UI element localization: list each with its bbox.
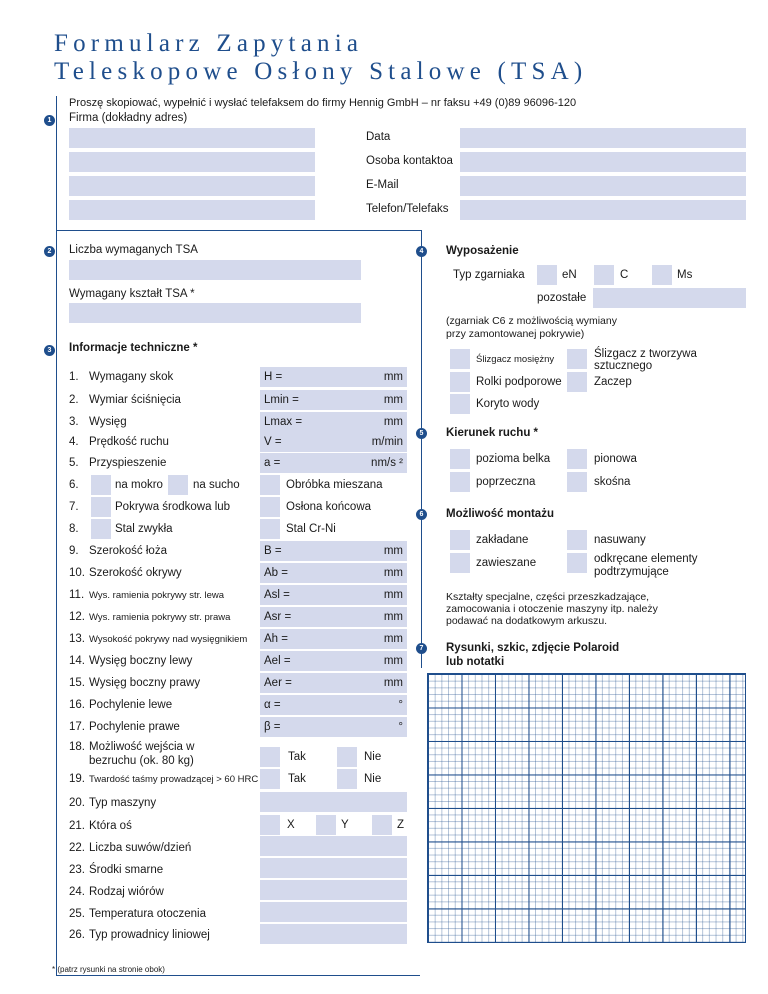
- slant-label: skośna: [594, 476, 631, 488]
- walk-yes-label: Tak: [288, 751, 306, 763]
- drawings-title-2: lub notatki: [446, 656, 505, 668]
- tech-row-unit: mm: [383, 545, 403, 557]
- wiper-en-label: eN: [562, 269, 577, 281]
- drawings-title-1: Rysunki, szkic, zdjęcie Polaroid: [446, 642, 620, 654]
- tech-row-symbol: Asr =: [264, 611, 292, 623]
- vertical-label: pionowa: [594, 453, 637, 465]
- tsa-shape-label: Wymagany kształt TSA *: [69, 288, 195, 300]
- crni-checkbox[interactable]: [260, 519, 280, 539]
- tech-row-number: 2.: [69, 394, 79, 406]
- cross-checkbox[interactable]: [450, 472, 470, 492]
- tech-row-symbol: Ael =: [264, 655, 291, 667]
- tech-row-symbol: H =: [264, 371, 283, 383]
- axis-z-checkbox[interactable]: [372, 815, 392, 835]
- row-22-number: 22.: [69, 842, 85, 854]
- tech-row-unit: mm: [383, 416, 403, 428]
- tech-row-symbol: Lmin =: [264, 394, 299, 406]
- tech-row-number: 13.: [69, 633, 85, 645]
- tech-row-symbol: α =: [264, 699, 281, 711]
- unscrew-checkbox[interactable]: [567, 553, 587, 573]
- row-7-number: 7.: [69, 501, 79, 513]
- unscrew-label-2: podtrzymujące: [594, 566, 669, 578]
- wiper-other-field[interactable]: [593, 288, 746, 308]
- trough-label: Koryto wody: [476, 398, 540, 410]
- plastic-slider-checkbox[interactable]: [567, 349, 587, 369]
- wet-label: na mokro: [115, 479, 163, 491]
- guide-type-label: Typ prowadnicy liniowej: [89, 929, 210, 941]
- axis-label: Która oś: [89, 820, 132, 832]
- wiper-note-2: przy zamontowanej pokrywie): [446, 328, 585, 340]
- mounting-title: Możliwość montażu: [446, 508, 554, 520]
- tech-row-label: Prędkość ruchu: [89, 436, 169, 448]
- axis-x-label: X: [287, 819, 295, 831]
- tech-row-symbol: a =: [264, 457, 281, 469]
- phone-label: Telefon/Telefaks: [366, 203, 449, 215]
- section-6-badge: 6: [416, 509, 427, 520]
- footnote: * (patrz rysunki na stronie obok): [52, 965, 165, 974]
- tech-row-label: Wysięg boczny lewy: [89, 655, 193, 667]
- wiper-type-label: Typ zgarniaka: [453, 269, 525, 281]
- mixed-checkbox[interactable]: [260, 475, 280, 495]
- machine-type-field[interactable]: [260, 792, 407, 812]
- row-19-label: Twardość taśmy prowadzącej > 60 HRC: [89, 774, 259, 785]
- section-3-badge: 3: [44, 345, 55, 356]
- axis-z-label: Z: [397, 819, 405, 831]
- row-26-number: 26.: [69, 929, 85, 941]
- section-7-badge: 7: [416, 643, 427, 654]
- end-cover-label: Osłona końcowa: [286, 501, 372, 513]
- frame-mid-line: [421, 230, 422, 668]
- strokes-label: Liczba suwów/dzień: [89, 842, 192, 854]
- tech-row-label: Wymiar ściśnięcia: [89, 394, 181, 406]
- tech-row-unit: mm: [383, 589, 403, 601]
- mixed-label: Obróbka mieszana: [286, 479, 383, 491]
- row-24-number: 24.: [69, 886, 85, 898]
- cross-label: poprzeczna: [476, 476, 536, 488]
- date-field[interactable]: [460, 128, 746, 148]
- tech-row-symbol: B =: [264, 545, 282, 557]
- plastic-slider-label-2: sztucznego: [594, 360, 653, 372]
- frame-left-line: [56, 96, 57, 976]
- temperature-field[interactable]: [260, 902, 407, 922]
- section-4-badge: 4: [416, 246, 427, 257]
- wiper-ms-label: Ms: [677, 269, 693, 281]
- row-19-number: 19.: [69, 773, 85, 785]
- tech-row-unit: mm: [383, 611, 403, 623]
- tech-row-unit: mm: [383, 567, 403, 579]
- rollers-label: Rolki podporowe: [476, 376, 562, 388]
- guide-type-field[interactable]: [260, 924, 407, 944]
- section-1-badge: 1: [44, 115, 55, 126]
- latch-checkbox[interactable]: [567, 372, 587, 392]
- hrc-no-label: Nie: [364, 773, 382, 785]
- company-field-1[interactable]: [69, 128, 315, 148]
- row-18-label-1: Możliwość wejścia w: [89, 741, 195, 753]
- tsa-count-label: Liczba wymaganych TSA: [69, 244, 198, 256]
- axis-x-checkbox[interactable]: [260, 815, 280, 835]
- axis-y-label: Y: [341, 819, 349, 831]
- walk-no-checkbox[interactable]: [337, 747, 357, 767]
- horizontal-label: pozioma belka: [476, 453, 551, 465]
- equipment-title: Wyposażenie: [446, 245, 519, 257]
- tech-row-symbol: Lmax =: [264, 416, 303, 428]
- tech-row-symbol: Ab =: [264, 567, 288, 579]
- tech-row-symbol: V =: [264, 436, 282, 448]
- insert-checkbox[interactable]: [450, 530, 470, 550]
- tech-row-number: 16.: [69, 699, 85, 711]
- tech-row-number: 9.: [69, 545, 79, 557]
- phone-field[interactable]: [460, 200, 746, 220]
- slide-on-checkbox[interactable]: [567, 530, 587, 550]
- brass-slider-label: Ślizgacz mosiężny: [476, 354, 555, 365]
- row-21-number: 21.: [69, 820, 85, 832]
- row-23-number: 23.: [69, 864, 85, 876]
- chips-label: Rodzaj wiórów: [89, 886, 164, 898]
- row-20-number: 20.: [69, 797, 85, 809]
- horizontal-checkbox[interactable]: [450, 449, 470, 469]
- plastic-slider-label-1: Ślizgacz z tworzywa: [594, 348, 697, 360]
- tech-row-label: Przyspieszenie: [89, 457, 167, 469]
- wiper-en-checkbox[interactable]: [537, 265, 557, 285]
- tech-row-label: Pochylenie prawe: [89, 721, 180, 733]
- row-18-label-2: bezruchu (ok. 80 kg): [89, 755, 194, 767]
- form-title-line2: Teleskopowe Osłony Stalowe (TSA): [54, 58, 588, 85]
- row-25-number: 25.: [69, 908, 85, 920]
- sketch-grid[interactable]: [427, 673, 746, 943]
- section-2-badge: 2: [44, 246, 55, 257]
- tech-row-unit: °: [398, 721, 403, 733]
- latch-label: Zaczep: [594, 376, 632, 388]
- lubricants-label: Środki smarne: [89, 864, 164, 876]
- tech-row-unit: mm: [383, 677, 403, 689]
- tech-row-label: Szerokość łoża: [89, 545, 167, 557]
- trough-checkbox[interactable]: [450, 394, 470, 414]
- middle-cover-checkbox[interactable]: [91, 497, 111, 517]
- tech-row-label: Wysokość pokrywy nad wysięgnikiem: [89, 634, 248, 645]
- date-label: Data: [366, 131, 391, 143]
- tech-row-number: 10.: [69, 567, 85, 579]
- company-label: Firma (dokładny adres): [69, 112, 188, 124]
- dry-checkbox[interactable]: [168, 475, 188, 495]
- tech-row-symbol: Ah =: [264, 633, 288, 645]
- wiper-ms-checkbox[interactable]: [652, 265, 672, 285]
- tech-row-unit: mm: [383, 655, 403, 667]
- tech-row-number: 12.: [69, 611, 85, 623]
- intro-text: Proszę skopiować, wypełnić i wysłać telefaksem do firmy Hennig GmbH – nr faksu +49 (0)89 96096-120: [69, 97, 577, 109]
- row-18-number: 18.: [69, 741, 85, 753]
- tech-row-symbol: Asl =: [264, 589, 290, 601]
- end-cover-checkbox[interactable]: [260, 497, 280, 517]
- temperature-label: Temperatura otoczenia: [89, 908, 206, 920]
- rollers-checkbox[interactable]: [450, 372, 470, 392]
- tsa-shape-field[interactable]: [69, 303, 361, 323]
- mounting-note-2: zamocowania i otoczenie maszyny itp. należy: [446, 603, 658, 615]
- wiper-note-1: (zgarniak C6 z możliwością wymiany: [446, 315, 617, 327]
- steel-label: Stal zwykła: [115, 523, 173, 535]
- tech-row-number: 15.: [69, 677, 85, 689]
- tech-row-unit: m/min: [371, 436, 403, 448]
- tech-row-unit: °: [398, 699, 403, 711]
- company-field-2[interactable]: [69, 152, 315, 172]
- insert-label: zakładane: [476, 534, 529, 546]
- company-field-4[interactable]: [69, 200, 315, 220]
- tech-row-unit: mm: [383, 633, 403, 645]
- email-label: E-Mail: [366, 179, 399, 191]
- section-5-badge: 5: [416, 428, 427, 439]
- tech-row-label: Szerokość okrywy: [89, 567, 182, 579]
- wiper-c-label: C: [620, 269, 629, 281]
- tech-row-unit: mm: [383, 371, 403, 383]
- tech-row-label: Wysięg boczny prawy: [89, 677, 201, 689]
- axis-y-checkbox[interactable]: [316, 815, 336, 835]
- tech-row-number: 3.: [69, 416, 79, 428]
- tech-row-number: 4.: [69, 436, 79, 448]
- lubricants-field[interactable]: [260, 858, 407, 878]
- company-field-3[interactable]: [69, 176, 315, 196]
- tech-row-number: 11.: [69, 589, 85, 601]
- dry-label: na sucho: [193, 479, 240, 491]
- frame-top-line: [56, 230, 422, 231]
- form-title-line1: Formularz Zapytania: [54, 30, 364, 57]
- hang-checkbox[interactable]: [450, 553, 470, 573]
- tech-row-number: 17.: [69, 721, 85, 733]
- tech-row-label: Wysięg: [89, 416, 127, 428]
- middle-cover-label: Pokrywa środkowa lub: [115, 501, 231, 513]
- tsa-count-field[interactable]: [69, 260, 361, 280]
- frame-bottom-line: [56, 975, 420, 976]
- crni-label: Stal Cr-Ni: [286, 523, 336, 535]
- brass-slider-checkbox[interactable]: [450, 349, 470, 369]
- tech-info-title: Informacje techniczne *: [69, 342, 198, 354]
- machine-type-label: Typ maszyny: [89, 797, 157, 809]
- vertical-checkbox[interactable]: [567, 449, 587, 469]
- strokes-field[interactable]: [260, 836, 407, 856]
- slant-checkbox[interactable]: [567, 472, 587, 492]
- contact-label: Osoba kontaktoa: [366, 155, 453, 167]
- tech-row-unit: nm/s ²: [371, 457, 403, 469]
- row-6-number: 6.: [69, 479, 79, 491]
- direction-title: Kierunek ruchu *: [446, 427, 539, 439]
- hrc-yes-checkbox[interactable]: [260, 769, 280, 789]
- steel-checkbox[interactable]: [91, 519, 111, 539]
- mounting-note-3: podawać na dodatkowym arkuszu.: [446, 615, 608, 627]
- tech-row-unit: mm: [383, 394, 403, 406]
- tech-row-label: Wys. ramienia pokrywy str. prawa: [89, 612, 231, 623]
- email-field[interactable]: [460, 176, 746, 196]
- hrc-no-checkbox[interactable]: [337, 769, 357, 789]
- tech-row-label: Pochylenie lewe: [89, 699, 173, 711]
- tech-row-number: 1.: [69, 371, 79, 383]
- wiper-other-label: pozostałe: [537, 292, 587, 304]
- tech-row-symbol: β =: [264, 721, 281, 733]
- tech-row-label: Wymagany skok: [89, 371, 174, 383]
- walk-yes-checkbox[interactable]: [260, 747, 280, 767]
- tech-row-label: Wys. ramienia pokrywy str. lewa: [89, 590, 225, 601]
- chips-field[interactable]: [260, 880, 407, 900]
- hrc-yes-label: Tak: [288, 773, 306, 785]
- wiper-c-checkbox[interactable]: [594, 265, 614, 285]
- unscrew-label-1: odkręcane elementy: [594, 553, 698, 565]
- hang-label: zawieszane: [476, 557, 537, 569]
- row-8-number: 8.: [69, 523, 79, 535]
- slide-on-label: nasuwany: [594, 534, 646, 546]
- tech-row-number: 14.: [69, 655, 85, 667]
- mounting-note-1: Kształty specjalne, części przeszkadzające,: [446, 591, 650, 603]
- tech-row-number: 5.: [69, 457, 79, 469]
- tech-row-symbol: Aer =: [264, 677, 292, 689]
- contact-field[interactable]: [460, 152, 746, 172]
- walk-no-label: Nie: [364, 751, 382, 763]
- wet-checkbox[interactable]: [91, 475, 111, 495]
